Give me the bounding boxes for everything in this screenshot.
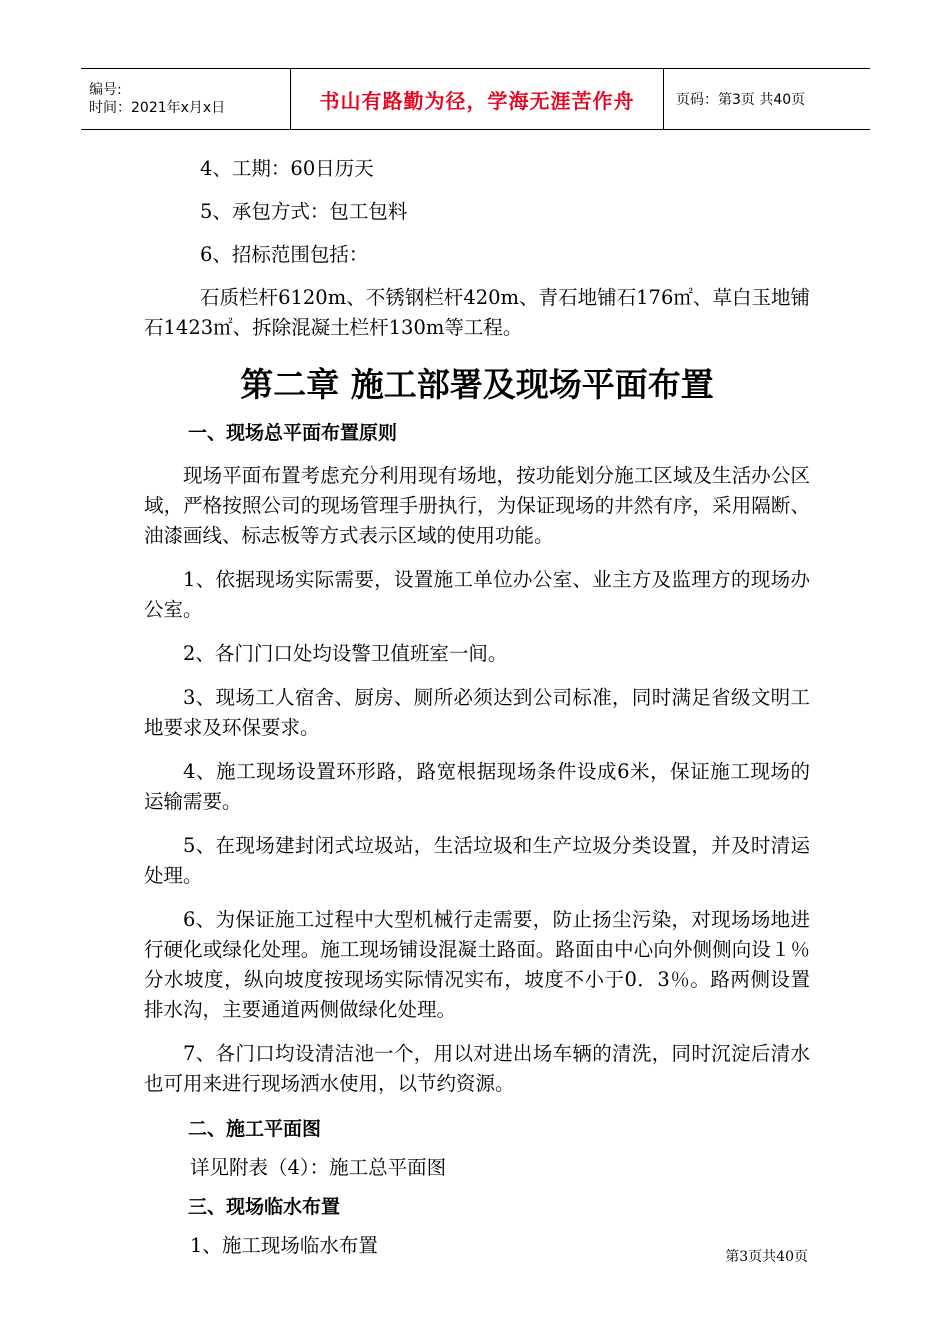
section-1-title: 一、现场总平面布置原则 <box>188 422 398 444</box>
section-2-text: 详见附表（4）：施工总平面图 <box>190 1156 447 1179</box>
intro-item-contract-method: 5、承包方式：包工包料 <box>200 200 408 223</box>
section-1-paragraph: 现场平面布置考虑充分利用现有场地，按功能划分施工区域及生活办公区域，严格按照公司的现场管理手册执行，为保证现场的井然有序，采用隔断、油漆画线、标志板等方式表示区域的使用功能。 <box>144 464 810 547</box>
number-label: 编号: <box>89 82 122 98</box>
section-3-text: 1、施工现场临水布置 <box>190 1234 378 1257</box>
section-2-title: 二、施工平面图 <box>188 1118 322 1140</box>
header-meta <box>81 69 290 129</box>
section-1-item: 7、各门口均设清洁池一个，用以对进出场车辆的清洗，同时沉淀后清水也可用来进行现场洒水使用，以节约资源。 <box>144 1042 810 1095</box>
intro-item-duration: 4、工期：60日历天 <box>200 157 374 180</box>
section-1-item: 5、在现场建封闭式垃圾站，生活垃圾和生产垃圾分类设置，并及时清运处理。 <box>144 834 810 887</box>
intro-scope-detail: 石质栏杆6120m、不锈钢栏杆420m、青石地铺石176㎡、草白玉地铺石1423㎡、拆除混凝土栏杆130m等工程。 <box>144 286 810 339</box>
section-3-title: 三、现场临水布置 <box>188 1196 341 1218</box>
page-footer <box>725 1246 808 1266</box>
footer-page-number: 第3页共40页 <box>725 1249 808 1265</box>
header-page-info <box>664 69 805 129</box>
section-1-item: 4、施工现场设置环形路，路宽根据现场条件设成6米，保证施工现场的运输需要。 <box>144 760 810 813</box>
header-motto-cell <box>290 69 664 129</box>
motto-text: 书山有路勤为径，学海无涯苦作舟 <box>319 88 635 113</box>
page-info-text: 页码：第3页 共40页 <box>676 92 806 108</box>
date-line: 时间：2021年x月x日 <box>89 100 226 116</box>
section-1-item: 6、为保证施工过程中大型机械行走需要，防止扬尘污染，对现场场地进行硬化或绿化处理。施工现场铺设混凝土路面。路面由中心向外侧侧向设１％分水坡度，纵向坡度按现场实际情况实布，坡度不小于0．3％。路两侧设置排水沟，主要通道两侧做绿化处理。 <box>144 908 810 1021</box>
page-header <box>81 68 870 130</box>
section-1-item: 2、各门门口处均设警卫值班室一间。 <box>183 642 508 665</box>
section-1-item: 1、依据现场实际需要，设置施工单位办公室、业主方及监理方的现场办公室。 <box>144 568 810 621</box>
intro-item-scope-label: 6、招标范围包括： <box>200 243 369 266</box>
chapter-title: 第二章 施工部署及现场平面布置 <box>240 365 714 404</box>
section-1-item: 3、现场工人宿舍、厨房、厕所必须达到公司标准，同时满足省级文明工地要求及环保要求。 <box>144 686 810 739</box>
document-body <box>144 140 810 1261</box>
